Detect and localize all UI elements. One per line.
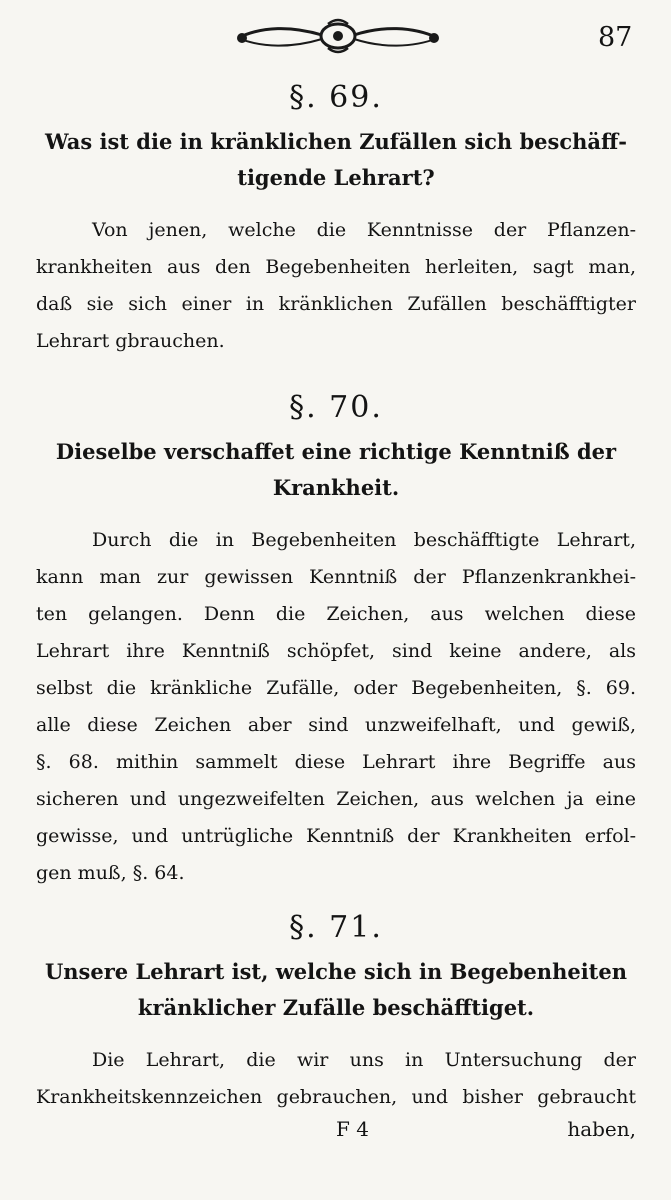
section-69 [36,78,636,360]
body-line: Krankheitskennzeichen gebrauchen, und bisher gebraucht [36,1086,636,1108]
page-number: 87 [598,22,633,53]
body-line: selbst die kränkliche Zufälle, oder Begebenheiten, §. 69. [36,677,636,699]
section-heading [36,124,636,196]
body-line: Durch die in Begebenheiten beschäfftigte Lehrart, [92,529,636,551]
section-70 [36,388,636,892]
body-line: Die Lehrart, die wir uns in Untersuchung der [92,1049,636,1071]
body-line: ten gelangen. Denn die Zeichen, aus welchen diese [36,603,636,625]
heading-line: Unsere Lehrart ist, welche sich in Begebenheiten [44,959,628,984]
section-number: §. 69. [289,80,383,115]
body-line: alle diese Zeichen aber sind unzweifelhaft, und gewiß, [36,714,636,736]
body-line: krankheiten aus den Begebenheiten herleiten, sagt man, [36,256,636,278]
heading-line: kränklicher Zufälle beschäfftiget. [137,995,535,1020]
body-line: §. 68. mithin sammelt diese Lehrart ihre Begriffe aus [36,751,636,773]
section-number: §. 71. [289,910,383,945]
body-line: Lehrart ihre Kenntniß schöpfet, sind keine andere, als [36,640,636,662]
body-line: sicheren und ungezweifelten Zeichen, aus welchen ja eine [36,788,636,810]
body-line: daß sie sich einer in kränklichen Zufällen beschäfftigter [36,293,636,315]
heading-line: Krankheit. [272,475,400,500]
section-body [36,522,636,892]
body-line: gen muß, §. 64. [36,862,185,884]
body-line: kann man zur gewissen Kenntniß der Pflanzenkrankhei- [36,566,636,588]
heading-line: tigende Lehrart? [237,165,435,190]
section-71 [36,908,636,1116]
body-line: gewisse, und untrügliche Kenntniß der Krankheiten erfol- [36,825,636,847]
section-body [36,212,636,360]
catchword: haben, [567,1117,636,1141]
body-line: Lehrart gbrauchen. [36,330,225,352]
heading-line: Dieselbe verschaffet eine richtige Kenntniß der [55,439,617,464]
signature-mark: F 4 [336,1117,369,1141]
body-line: Von jenen, welche die Kenntnisse der Pflanzen- [92,219,636,241]
page-footer [36,1117,636,1157]
section-body [36,1042,636,1116]
section-heading [36,954,636,1026]
section-heading [36,434,636,506]
ornament-vignette [232,18,444,54]
section-number: §. 70. [289,390,383,425]
heading-line: Was ist die in kränklichen Zufällen sich beschäff- [45,129,627,154]
